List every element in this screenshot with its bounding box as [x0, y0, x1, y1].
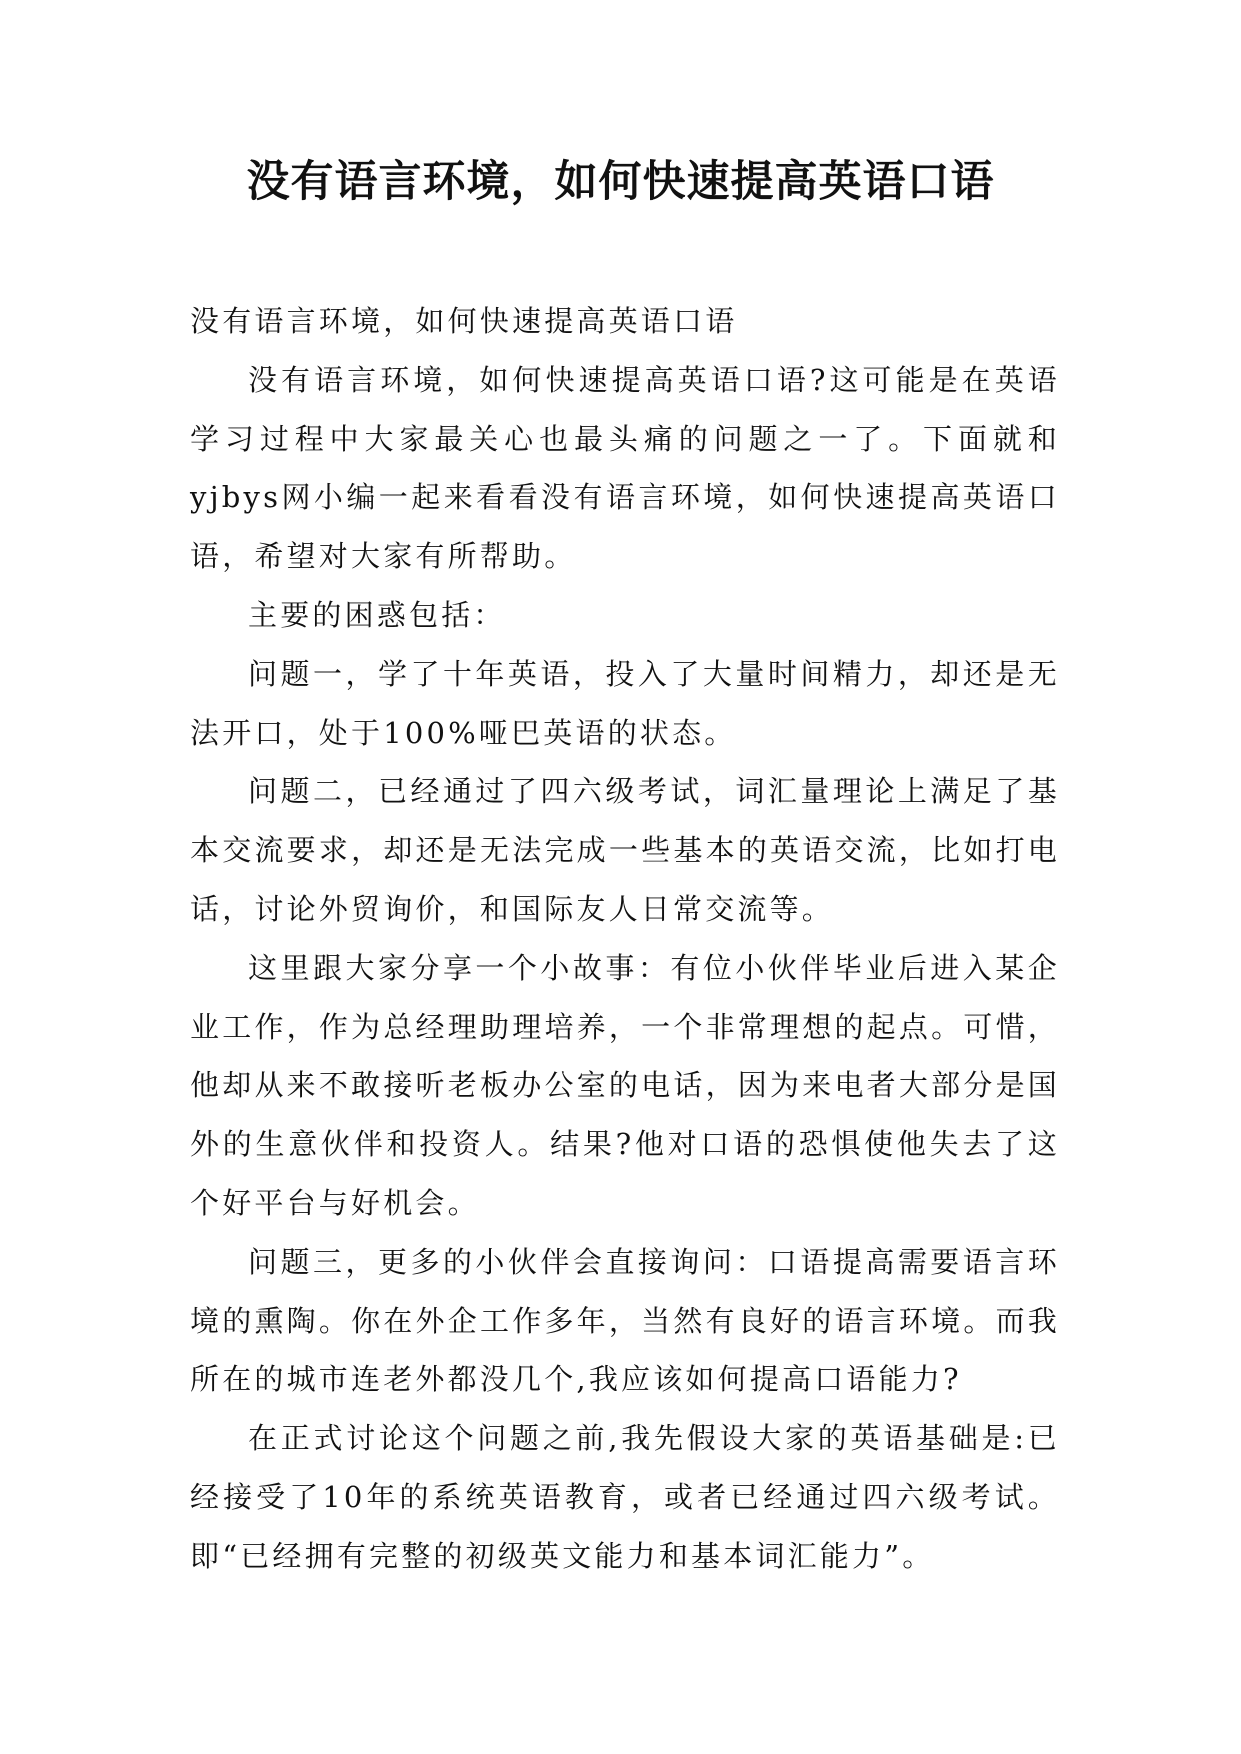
assumption-paragraph: 在正式讨论这个问题之前,我先假设大家的英语基础是:已经接受了10年的系统英语教育，或者已经通过四六级考试。即“已经拥有完整的初级英文能力和基本词汇能力”。 — [190, 1421, 1060, 1573]
subtitle-paragraph: 没有语言环境，如何快速提高英语口语 — [190, 304, 738, 338]
question-three-paragraph: 问题三，更多的小伙伴会直接询问：口语提高需要语言环境的熏陶。你在外企工作多年，当然有良好的语言环境。而我所在的城市连老外都没几个,我应该如何提高口语能力? — [190, 1244, 1060, 1397]
intro-paragraph: 没有语言环境，如何快速提高英语口语?这可能是在英语学习过程中大家最关心也最头痛的问题之一了。下面就和yjbys网小编一起来看看没有语言环境，如何快速提高英语口语，希望对大家有所帮助。 — [190, 362, 1060, 574]
confusion-heading-paragraph: 主要的困惑包括： — [248, 597, 506, 632]
question-one-paragraph: 问题一，学了十年英语，投入了大量时间精力，却还是无法开口，处于100%哑巴英语的状态。 — [190, 656, 1060, 750]
story-paragraph: 这里跟大家分享一个小故事：有位小伙伴毕业后进入某企业工作，作为总经理助理培养，一个非常理想的起点。可惜，他却从来不敢接听老板办公室的电话，因为来电者大部分是国外的生意伙伴和投资人。结果?他对口语的恐惧使他失去了这个好平台与好机会。 — [190, 950, 1060, 1220]
document-body — [190, 292, 1060, 1586]
question-two-paragraph: 问题二，已经通过了四六级考试，词汇量理论上满足了基本交流要求，却还是无法完成一些基本的英语交流，比如打电话，讨论外贸询价，和国际友人日常交流等。 — [190, 774, 1060, 926]
document-title: 没有语言环境，如何快速提高英语口语 — [246, 157, 995, 207]
